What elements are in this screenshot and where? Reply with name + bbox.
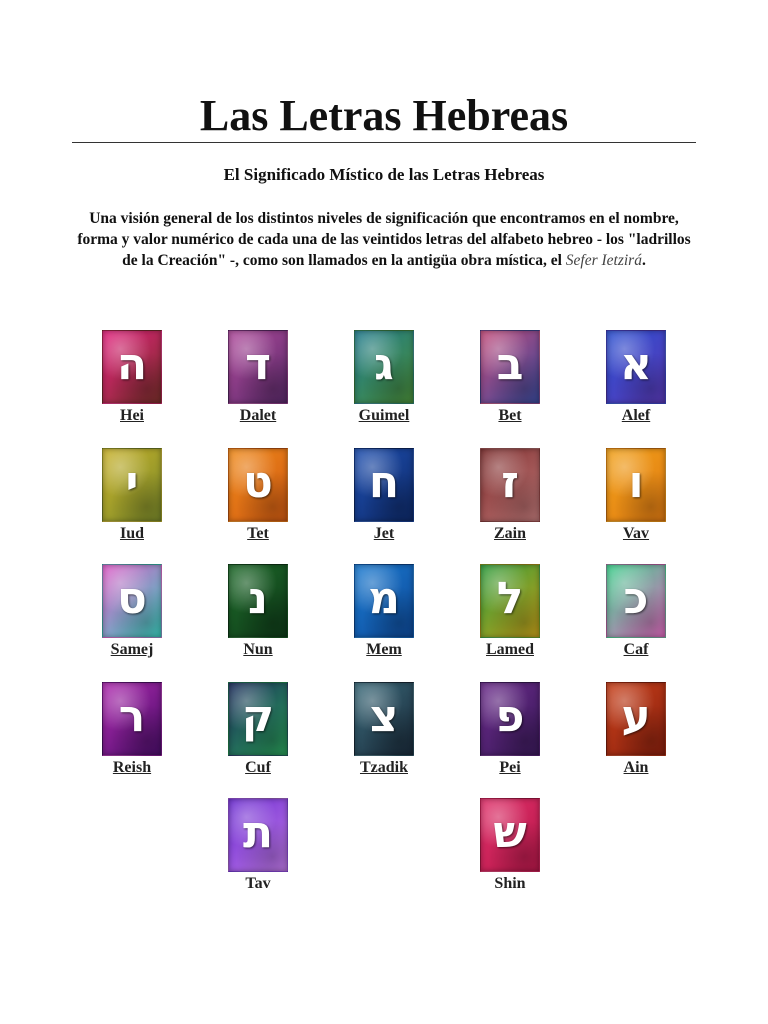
letter-tile-image[interactable]: [606, 564, 666, 638]
intro-paragraph: [68, 208, 700, 271]
letter-name-link[interactable]: Alef: [621, 407, 651, 424]
letter-name-link[interactable]: Hei: [120, 407, 144, 424]
letter-name-link: Shin: [494, 875, 526, 892]
letter-card-vav[interactable]: [586, 448, 686, 544]
letter-card-mem[interactable]: [334, 564, 434, 660]
letter-card-nun[interactable]: [208, 564, 308, 660]
letter-tile-image[interactable]: [102, 682, 162, 756]
letter-card-bet[interactable]: [460, 330, 560, 426]
letter-tile-image[interactable]: [354, 448, 414, 522]
letter-tile-image[interactable]: [480, 330, 540, 404]
hebrew-letter-glyph: כ: [623, 573, 649, 624]
hebrew-letter-glyph: ו: [628, 457, 644, 508]
hebrew-letter-glyph: ד: [245, 339, 271, 390]
hebrew-letter-glyph: ט: [243, 457, 273, 508]
title-rule: [72, 142, 696, 143]
letter-name-link[interactable]: Dalet: [239, 407, 277, 424]
letter-tile-image[interactable]: [354, 330, 414, 404]
letter-name-link[interactable]: Cuf: [245, 759, 271, 776]
hebrew-letter-glyph: פ: [495, 691, 525, 742]
letter-card-tet[interactable]: [208, 448, 308, 544]
letter-card-pei[interactable]: [460, 682, 560, 778]
intro-end: .: [641, 252, 646, 269]
page-subtitle: El Significado Místico de las Letras Hebreas: [223, 165, 545, 184]
hebrew-letter-glyph: מ: [368, 573, 400, 624]
book-title: Sefer Ietzirá: [565, 252, 642, 269]
letter-tile-image[interactable]: [228, 448, 288, 522]
hebrew-letter-glyph: ר: [118, 691, 146, 742]
letter-card-reish[interactable]: [82, 682, 182, 778]
letter-name-link[interactable]: Reish: [112, 759, 152, 776]
letter-name-link[interactable]: Mem: [366, 641, 402, 658]
letter-card-tzadik[interactable]: [334, 682, 434, 778]
letter-tile-image[interactable]: [480, 564, 540, 638]
letter-tile-image[interactable]: [228, 798, 288, 872]
letter-card-dalet[interactable]: [208, 330, 308, 426]
letter-name-link[interactable]: Caf: [623, 641, 649, 658]
letter-name-link[interactable]: Pei: [499, 759, 521, 776]
letter-card-ain[interactable]: [586, 682, 686, 778]
hebrew-letter-glyph: ל: [496, 573, 524, 624]
hebrew-letter-glyph: ע: [621, 691, 651, 742]
hebrew-letter-glyph: י: [125, 457, 139, 508]
letter-tile-image[interactable]: [228, 330, 288, 404]
hebrew-letter-glyph: ה: [116, 339, 148, 390]
letter-name-link[interactable]: Nun: [243, 641, 273, 658]
letter-name-link[interactable]: Jet: [373, 525, 395, 542]
letter-card-iud[interactable]: [82, 448, 182, 544]
letter-name-link[interactable]: Iud: [119, 525, 145, 542]
letter-name-link[interactable]: Tet: [247, 525, 269, 542]
letter-name-link[interactable]: Ain: [623, 759, 649, 776]
letter-name-link[interactable]: Samej: [110, 641, 154, 658]
letter-card-lamed[interactable]: [460, 564, 560, 660]
letter-name-link[interactable]: Lamed: [486, 641, 534, 658]
letter-tile-image[interactable]: [102, 564, 162, 638]
hebrew-letter-glyph: ק: [241, 691, 275, 742]
letter-card-shin[interactable]: [460, 798, 560, 894]
letter-name-link[interactable]: Vav: [622, 525, 650, 542]
letter-card-jet[interactable]: [334, 448, 434, 544]
letter-tile-image[interactable]: [606, 682, 666, 756]
hebrew-letter-glyph: נ: [248, 573, 268, 624]
hebrew-letter-glyph: א: [619, 339, 653, 390]
hebrew-letter-glyph: ב: [496, 339, 524, 390]
letter-tile-image[interactable]: [354, 564, 414, 638]
hebrew-letter-glyph: ח: [368, 457, 400, 508]
letter-tile-image[interactable]: [102, 330, 162, 404]
letter-tile-image[interactable]: [102, 448, 162, 522]
hebrew-letter-glyph: ז: [501, 457, 519, 508]
letter-tile-image[interactable]: [354, 682, 414, 756]
hebrew-letter-glyph: ש: [493, 807, 527, 858]
letter-name-link[interactable]: Guimel: [358, 407, 410, 424]
letter-card-zain[interactable]: [460, 448, 560, 544]
letter-card-hei[interactable]: [82, 330, 182, 426]
letter-tile-image[interactable]: [606, 330, 666, 404]
letter-card-cuf[interactable]: [208, 682, 308, 778]
letter-tile-image[interactable]: [228, 682, 288, 756]
letter-tile-image[interactable]: [228, 564, 288, 638]
hebrew-letter-glyph: ג: [374, 339, 394, 390]
letter-card-alef[interactable]: [586, 330, 686, 426]
letter-name-link[interactable]: Zain: [493, 525, 526, 542]
letter-card-caf[interactable]: [586, 564, 686, 660]
letter-card-tav[interactable]: [208, 798, 308, 894]
letter-tile-image[interactable]: [480, 448, 540, 522]
page-title: Las Letras Hebreas: [199, 91, 569, 140]
intro-text: Una visión general de los distintos niveles de significación que encontramos en el nombre, forma y valor numérico de cada una de las veintidos letras del alfabeto hebreo - los "ladrillos de la Creación" -, como son llamados en la antigüa obra mística, el: [77, 210, 691, 269]
letter-tile-image[interactable]: [480, 682, 540, 756]
hebrew-letter-glyph: ת: [242, 807, 274, 858]
hebrew-letter-glyph: ס: [117, 573, 147, 624]
letter-name-link: Tav: [245, 875, 271, 892]
letter-name-link[interactable]: Bet: [498, 407, 522, 424]
letter-name-link[interactable]: Tzadik: [359, 759, 408, 776]
hebrew-letter-glyph: צ: [369, 691, 399, 742]
letter-card-samej[interactable]: [82, 564, 182, 660]
letter-tile-image[interactable]: [606, 448, 666, 522]
letter-card-guimel[interactable]: [334, 330, 434, 426]
letter-tile-image[interactable]: [480, 798, 540, 872]
